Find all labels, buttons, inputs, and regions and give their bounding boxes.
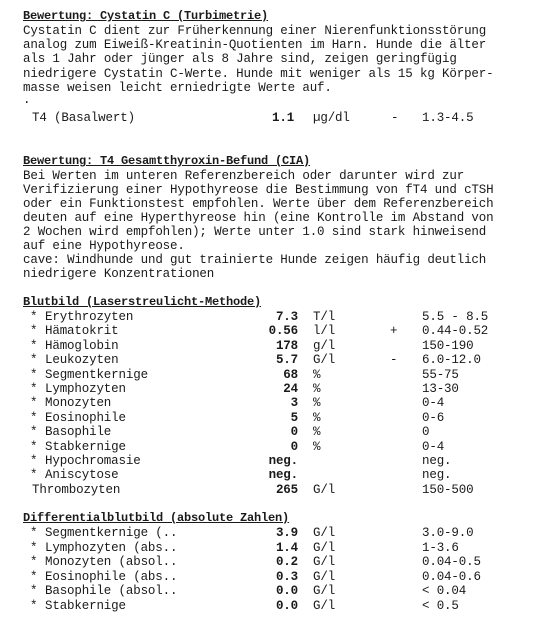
result-value: 178 [275, 338, 298, 353]
result-unit: G/l [313, 599, 336, 613]
result-unit: G/l [313, 353, 336, 368]
result-range: < 0.04 [422, 584, 467, 599]
result-range: 1-3.6 [422, 540, 459, 555]
result-name: Basophile [45, 425, 112, 440]
result-value: 0.0 [275, 584, 298, 599]
result-value: 1.1 [272, 111, 295, 125]
row-star: * [30, 425, 38, 440]
result-name: Basophile (absol.. [45, 584, 178, 599]
row-star: * [30, 526, 38, 540]
t4-line-2: Verifizierung einer Hypothyreose die Bestimmung von fT4 und cTSH [23, 183, 494, 197]
result-unit: G/l [313, 540, 336, 555]
result-value: 68 [283, 367, 298, 382]
result-range: 0.44-0.52 [422, 324, 489, 339]
result-name: Eosinophile [45, 410, 126, 425]
row-star: * [30, 555, 38, 570]
cystatin-line-3: als 1 Jahr oder jünger als 8 Jahre sind, zeigen geringfügig [23, 52, 457, 66]
t4-line-4: deuten auf eine Hyperthyreose hin (eine Kontrolle im Abstand von [23, 211, 494, 225]
result-flag: - [391, 111, 399, 125]
result-unit: % [313, 367, 321, 382]
t4-line-6: auf eine Hypothyreose. [23, 239, 185, 253]
result-value: 0.2 [275, 555, 298, 570]
row-star: * [30, 338, 38, 353]
result-name: Stabkernige [45, 599, 126, 613]
t4-line-7: cave: Windhunde und gut trainierte Hunde zeigen häufig deutlich [23, 253, 487, 267]
stray-dot: . [23, 93, 31, 107]
row-star: * [30, 382, 38, 396]
result-flag: + [390, 324, 398, 339]
row-star: * [30, 584, 38, 599]
row-star: * [30, 396, 38, 411]
result-name: Erythrozyten [45, 310, 134, 324]
cystatin-line-4: niedrigere Cystatin C-Werte. Hunde mit weniger als 15 kg Körper- [23, 67, 494, 81]
result-range: 0-4 [422, 396, 445, 411]
cystatin-line-1: Cystatin C dient zur Früherkennung einer Nierenfunktionsstörung [23, 24, 487, 38]
result-range: 0 [422, 425, 430, 440]
result-value: neg. [268, 454, 298, 468]
result-flag: - [390, 353, 398, 368]
row-star: * [30, 310, 38, 324]
result-value: 0.56 [268, 324, 298, 339]
row-star: * [30, 367, 38, 382]
row-star: * [30, 454, 38, 468]
row-star: * [30, 324, 38, 339]
result-range: 6.0-12.0 [422, 353, 481, 368]
result-name: Lymphozyten (abs.. [45, 540, 178, 555]
result-name: Stabkernige [45, 439, 126, 454]
result-value: 1.4 [275, 540, 298, 555]
result-value: 265 [275, 482, 298, 497]
result-value: 3 [290, 396, 298, 411]
row-star: * [30, 410, 38, 425]
result-unit: G/l [313, 526, 336, 540]
row-star: * [30, 540, 38, 555]
result-name: Leukozyten [45, 353, 119, 368]
result-range: 3.0-9.0 [422, 526, 474, 540]
result-unit: % [313, 382, 321, 396]
t4-line-8: niedrigere Konzentrationen [23, 267, 215, 281]
result-name: Thrombozyten [32, 482, 121, 497]
result-value: neg. [268, 468, 298, 483]
result-range: neg. [422, 468, 452, 483]
t4-line-5: 2 Wochen wird empfohlen); Werte unter 1.0 sind stark hinweisend [23, 225, 487, 239]
result-unit: G/l [313, 482, 336, 497]
cystatin-line-5: masse weisen leicht erniedrigte Werte auf. [23, 81, 332, 95]
result-range: < 0.5 [422, 599, 459, 613]
result-name: Hämatokrit [45, 324, 119, 339]
result-unit: % [313, 410, 321, 425]
row-star: * [30, 468, 38, 483]
result-value: 0 [290, 425, 298, 440]
result-range: 0-6 [422, 410, 445, 425]
result-unit: % [313, 396, 321, 411]
result-unit: l/l [313, 324, 336, 339]
result-name: Monozyten (absol.. [45, 555, 178, 570]
result-name: Lymphozyten [45, 382, 126, 396]
result-name: Segmentkernige (.. [45, 526, 178, 540]
result-value: 24 [283, 382, 298, 396]
result-unit: G/l [313, 569, 336, 584]
result-value: 0.0 [275, 599, 298, 613]
result-value: 7.3 [275, 310, 298, 324]
result-name: Hämoglobin [45, 338, 119, 353]
differential-heading: Differentialblutbild (absolute Zahlen) [23, 511, 290, 525]
row-star: * [30, 599, 38, 613]
t4-heading: Bewertung: T4 Gesamtthyroxin-Befund (CIA) [23, 154, 311, 168]
result-name: Monozyten [45, 396, 112, 411]
result-name: Hypochromasie [45, 454, 141, 468]
cystatin-line-2: analog zum Eiweiß-Kreatinin-Quotienten im Harn. Hunde die älter [23, 38, 487, 52]
result-unit: g/l [313, 338, 336, 353]
result-range: 0.04-0.5 [422, 555, 481, 570]
blutbild-heading: Blutbild (Laserstreulicht-Methode) [23, 295, 262, 309]
result-range: 150-190 [422, 338, 474, 353]
result-unit: G/l [313, 584, 336, 599]
result-unit: T/l [313, 310, 336, 324]
result-value: 0 [290, 439, 298, 454]
result-range: 150-500 [422, 482, 474, 497]
result-name: Eosinophile (abs.. [45, 569, 178, 584]
result-range: 0-4 [422, 439, 445, 454]
result-unit: % [313, 439, 321, 454]
result-value: 3.9 [275, 526, 298, 540]
row-star: * [30, 439, 38, 454]
row-star: * [30, 569, 38, 584]
result-range: 5.5 - 8.5 [422, 310, 489, 324]
result-unit: µg/dl [313, 111, 350, 125]
result-name: Segmentkernige [45, 367, 148, 382]
result-value: 5.7 [275, 353, 298, 368]
result-range: 55-75 [422, 367, 459, 382]
result-unit: G/l [313, 555, 336, 570]
row-star: * [30, 353, 38, 368]
result-value: 0.3 [275, 569, 298, 584]
t4-line-3: oder ein Funktionstest empfohlen. Werte über dem Referenzbereich [23, 197, 494, 211]
result-range: 13-30 [422, 382, 459, 396]
result-name: Aniscytose [45, 468, 119, 483]
result-unit: % [313, 425, 321, 440]
t4-line-1: Bei Werten im unteren Referenzbereich oder darunter wird zur [23, 169, 465, 183]
result-range: neg. [422, 454, 452, 468]
cystatin-heading: Bewertung: Cystatin C (Turbimetrie) [23, 9, 269, 23]
result-range: 0.04-0.6 [422, 569, 481, 584]
result-range: 1.3-4.5 [422, 111, 474, 125]
result-value: 5 [290, 410, 298, 425]
result-name: T4 (Basalwert) [32, 111, 135, 125]
